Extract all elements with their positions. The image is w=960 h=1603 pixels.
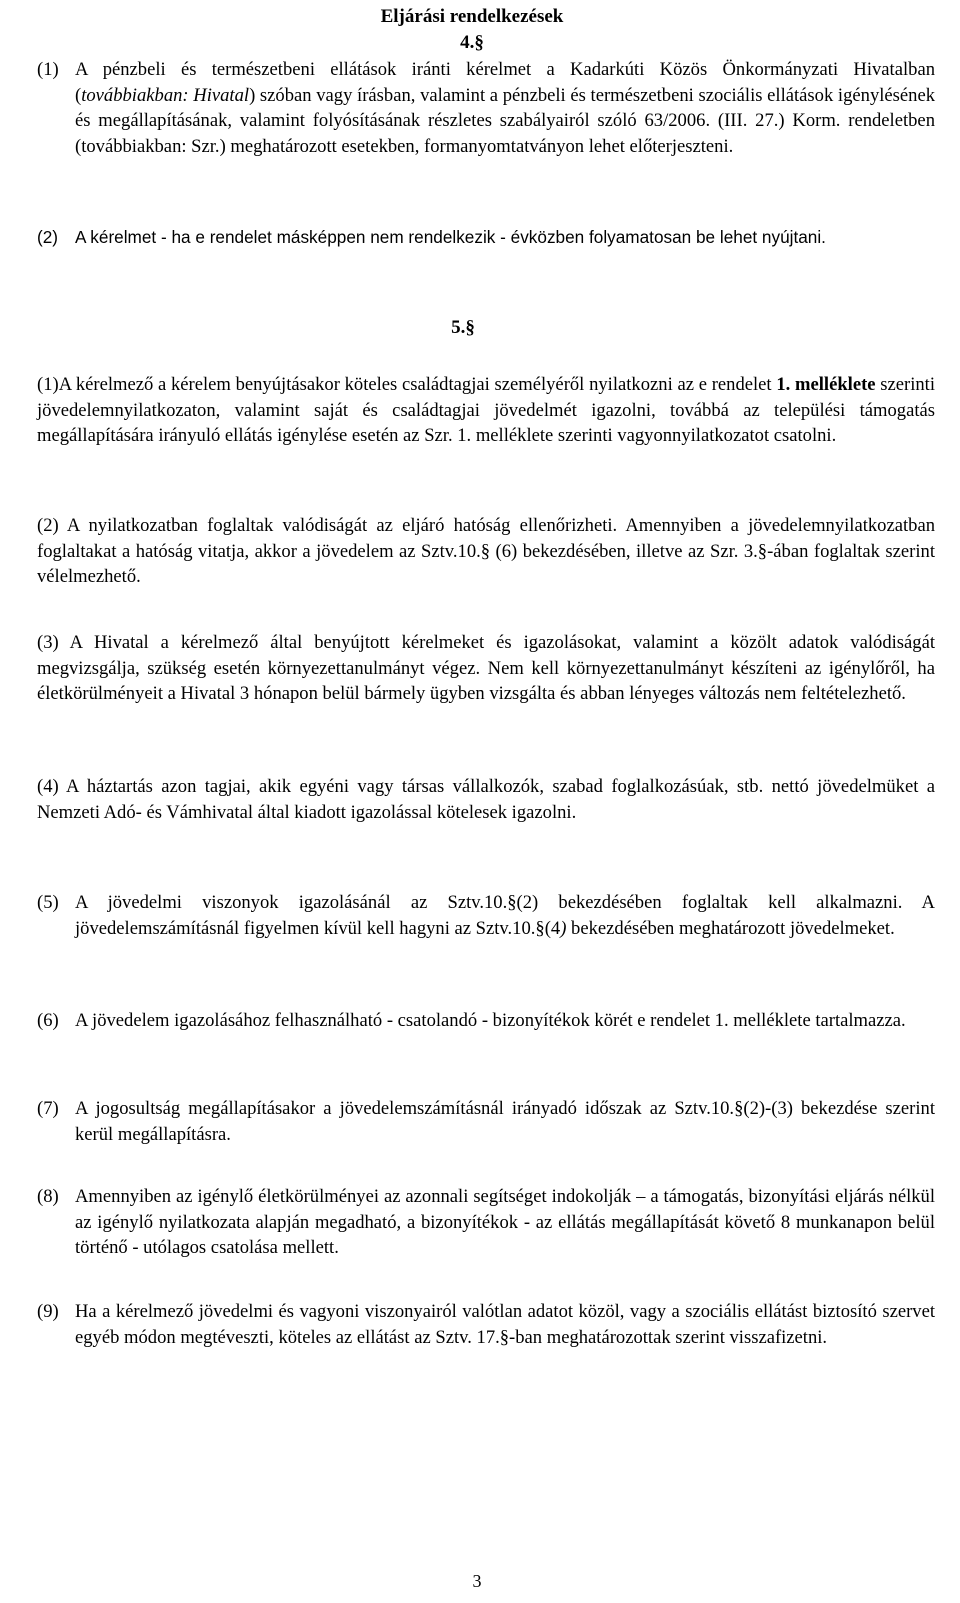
text-part: A kérelmező a kérelem benyújtásakor köteles családtagjai személyéről nyilatkozni az e rendelet [58,374,777,395]
s5-paragraph-6 [37,1008,935,1034]
paragraph-text: A jogosultság megállapításakor a jövedelemszámításnál irányadó időszak az Sztv.10.§(2)-(3) bekezdése szerint kerül megállapításra. [75,1098,935,1145]
s5-paragraph-2 [37,513,935,590]
text-part: A pénzbeli és természetbeni ellátások iránti kérelmet a Kadarkúti Közös Önkormányzati Hivatalban ( [75,59,935,106]
s4-paragraph-1 [37,57,935,160]
page-number: 3 [472,1571,482,1591]
s5-paragraph-3 [37,630,935,707]
paragraph-number: (1) [37,59,59,80]
s5-paragraph-5 [37,890,935,941]
text-part: bekezdésében meghatározott jövedelmeket. [566,917,895,939]
paragraph-number: (8) [37,1186,59,1207]
s5-paragraph-4 [37,774,935,825]
paragraph-text: A háztartás azon tagjai, akik egyéni vagy társas vállalkozók, szabad foglalkozásúak, stb. nettó jövedelmüket a Nemzeti Adó- és Vámhivatal által kiadott igazolással kötelesek igazolni. [37,776,936,823]
italic-text: ) [560,917,567,939]
paragraph-number: (6) [37,1010,59,1031]
paragraph-number: (4) [37,776,59,797]
italic-text: továbbiakban: Hivatal [81,84,250,106]
paragraph-text: Amennyiben az igénylő életkörülményei az azonnali segítséget indokolják – a támogatás, bizonyítási eljárás nélkül az igénylő nyilatkozata alapján megadható, a bizonyítékok - az ellátás megállapítását követő 8 munkanapon belül történő - utólagos csatolása mellett. [75,1186,935,1259]
text-part: ) szóban vagy írásban, valamint a pénzbeli és természetbeni szociális ellátások igénylésének és megállapításának, valamint folyósításának részletes szabályairól szóló 63/2006. (III. 27.) Korm. rendeletben (továbbiakban: Szr.) meghatározott esetekben, formanyomtatványon lehet előterjeszteni. [75,84,935,158]
paragraph-number: (5) [37,892,59,913]
paragraph-text [75,57,935,160]
paragraph-number: (1) [37,374,59,395]
s5-paragraph-8 [37,1184,935,1261]
text-part: szerinti jövedelemnyilatkozaton, valamint saját és családtagjai jövedelmét igazolni, továbbá az települési támogatás megállapítására irányuló ellátás igénylése esetén az Szr. 1. melléklete szerinti vagyonnyilatkozatot csatolni. [37,374,935,447]
s5-paragraph-7 [37,1096,935,1147]
section-5-heading: 5.§ [451,317,475,338]
s5-paragraph-1 [37,372,935,449]
s4-paragraph-2 [37,225,935,251]
text-part: A jövedelmi viszonyok igazolásánál az Sztv.10.§(2) bekezdésében foglaltak kell alkalmazni. A jövedelemszámításnál figyelmen kívül kell hagyni az Sztv.10.§(4 [75,892,935,939]
s5-paragraph-9 [37,1299,935,1350]
bold-text: 1. melléklete [776,374,876,395]
paragraph-number: (2) [37,227,59,247]
paragraph-number: (3) [37,632,59,653]
paragraph-number: (9) [37,1301,59,1322]
paragraph-text: A nyilatkozatban foglaltak valódiságát az eljáró hatóság ellenőrizheti. Amennyiben a jövedelemnyilatkozatban foglaltakat a hatóság vitatja, akkor a jövedelem az Sztv.10.§ (6) bekezdésében, illetve az Szr. 3.§-ában foglaltak szerint vélelmezhető. [37,515,935,588]
section-4-heading: 4.§ [460,32,484,53]
paragraph-number: (7) [37,1098,59,1119]
paragraph-text: A Hivatal a kérelmező által benyújtott kérelmeket és igazolásokat, valamint a közölt adatok valódiságát megvizsgálja, szükség esetén környezettanulmányt végez. Nem kell környezettanulmányt készíteni az igénylőről, ha életkörülményeit a Hivatal 3 hónapon belül bármely ügyben vizsgálta és abban lényeges változás nem feltételezhető. [37,632,935,705]
paragraph-text: A kérelmet - ha e rendelet másképpen nem rendelkezik - évközben folyamatosan be lehet nyújtani. [75,227,826,247]
paragraph-text: Ha a kérelmező jövedelmi és vagyoni viszonyairól valótlan adatot közöl, vagy a szociális ellátást biztosító szervet egyéb módon megtéveszti, köteles az ellátást az Sztv. 17.§-ban meghatározottak szerint visszafizetni. [75,1301,935,1348]
paragraph-text [75,890,935,941]
page-title: Eljárási rendelkezések [380,6,564,27]
paragraph-text: A jövedelem igazolásához felhasználható - csatolandó - bizonyítékok körét e rendelet 1. melléklete tartalmazza. [75,1010,906,1031]
paragraph-number: (2) [37,515,59,536]
